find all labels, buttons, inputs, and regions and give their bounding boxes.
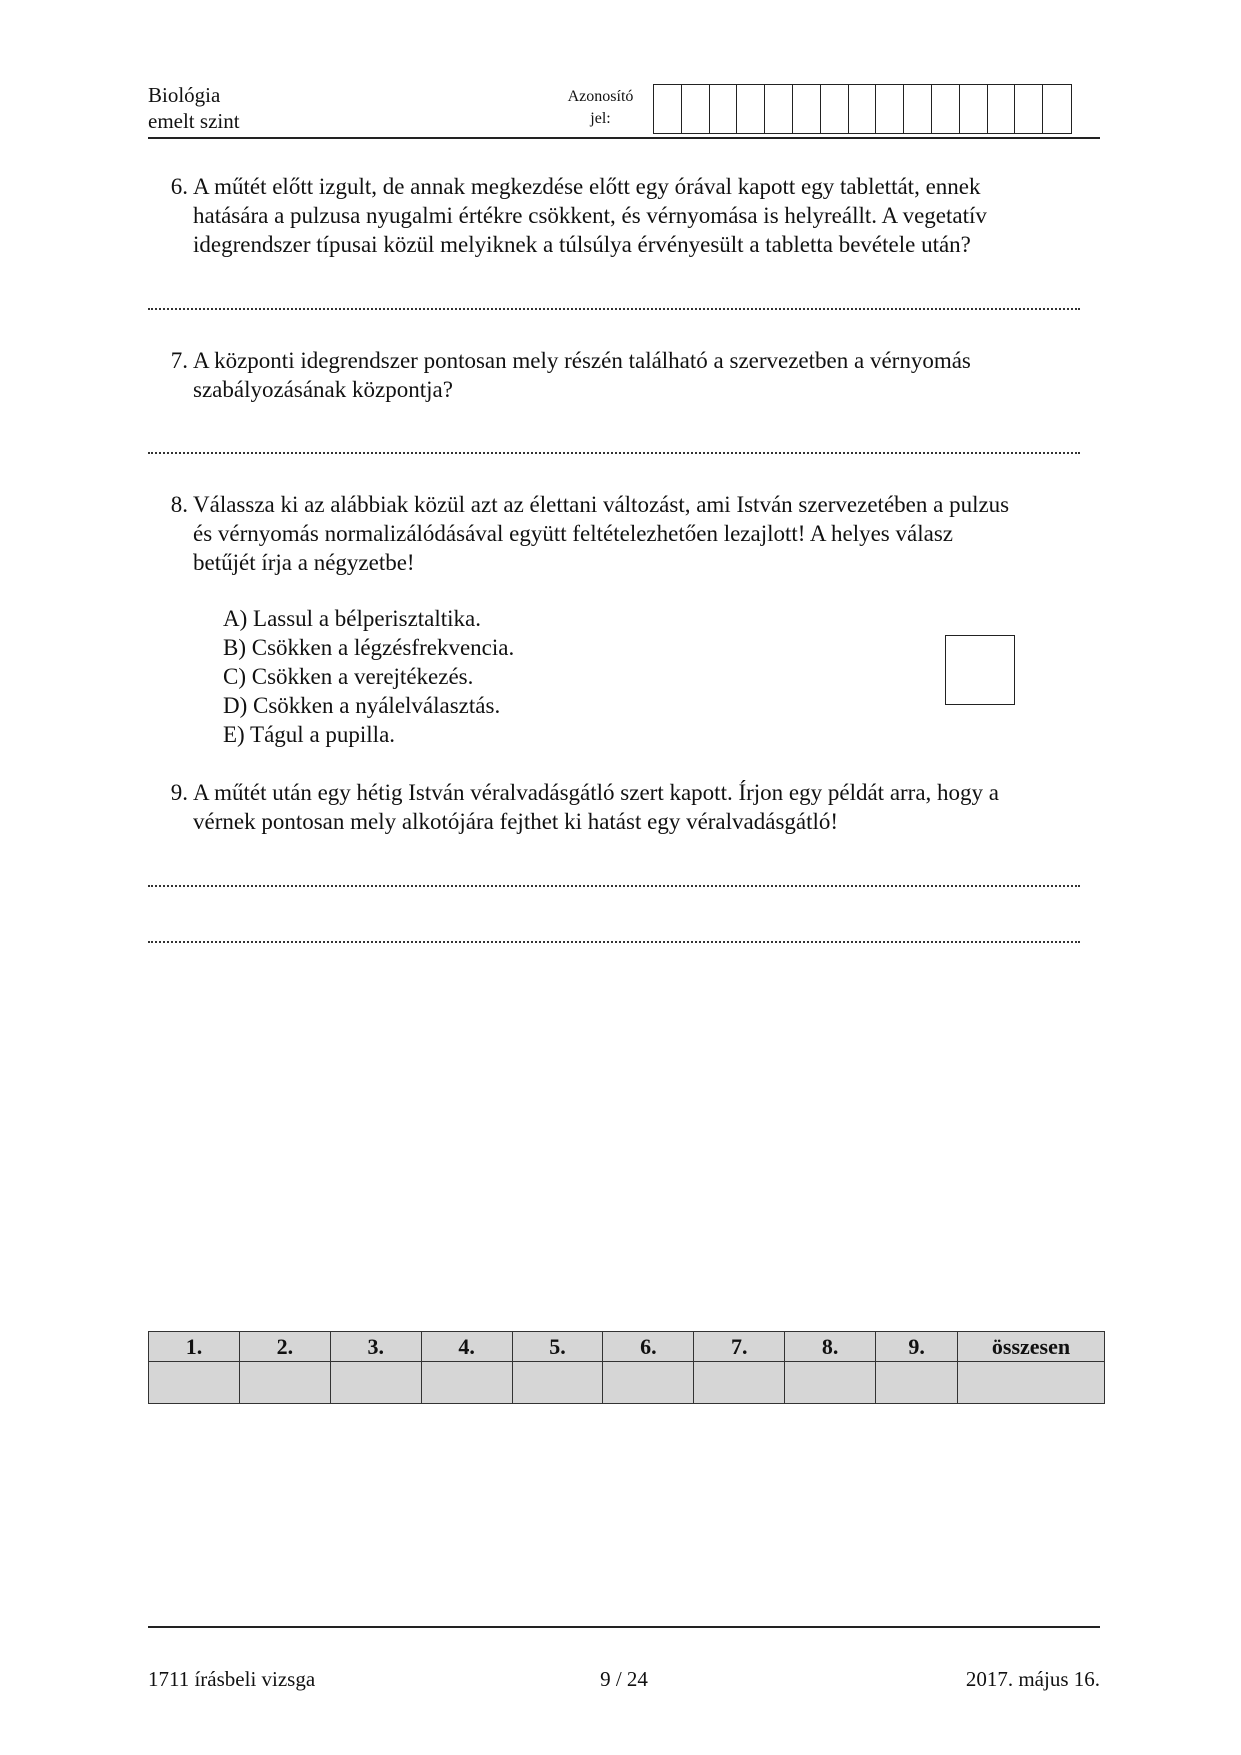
score-table-header-row (149, 1332, 1105, 1362)
footer-page-number: 9 / 24 (600, 1667, 648, 1691)
option-b: B) Csökken a légzésfrekvencia. (223, 635, 515, 660)
id-label-line1: Azonosító (567, 88, 634, 105)
score-cell[interactable] (239, 1362, 330, 1404)
id-box[interactable] (682, 85, 710, 133)
question-6-number: 6. (170, 174, 188, 199)
id-label-line2: jel: (590, 110, 611, 127)
answer-line-9b[interactable] (148, 941, 1080, 943)
score-table (148, 1331, 1105, 1404)
id-box[interactable] (710, 85, 738, 133)
option-a: A) Lassul a bélperisztaltika. (223, 606, 482, 631)
id-box[interactable] (793, 85, 821, 133)
question-6-line: hatására a pulzusa nyugalmi értékre csökkent, és vérnyomása is helyreállt. A vegetatív (193, 203, 987, 228)
score-header-cell: 4. (421, 1332, 512, 1362)
question-9-line: vérnek pontosan mely alkotójára fejthet ki hatást egy véralvadásgátló! (193, 809, 839, 834)
id-box[interactable] (849, 85, 877, 133)
id-box[interactable] (904, 85, 932, 133)
score-cell[interactable] (876, 1362, 958, 1404)
score-header-cell: 3. (330, 1332, 421, 1362)
score-header-cell: 5. (512, 1332, 603, 1362)
option-d: D) Csökken a nyálelválasztás. (223, 693, 501, 718)
option-c: C) Csökken a verejtékezés. (223, 664, 474, 689)
option-e: E) Tágul a pupilla. (223, 722, 396, 747)
question-7-number: 7. (170, 348, 188, 373)
id-box[interactable] (932, 85, 960, 133)
score-header-cell: 9. (876, 1332, 958, 1362)
footer-divider (148, 1626, 1100, 1628)
answer-line-7[interactable] (148, 452, 1080, 454)
score-header-cell: 2. (239, 1332, 330, 1362)
question-9-number: 9. (170, 780, 188, 805)
score-table-value-row (149, 1362, 1105, 1404)
id-label (548, 86, 653, 130)
subject-level: emelt szint (148, 109, 240, 133)
question-8-text (193, 490, 1093, 577)
id-box[interactable] (1043, 85, 1071, 133)
id-box[interactable] (960, 85, 988, 133)
subject-name: Biológia (148, 83, 221, 107)
question-6-line: A műtét előtt izgult, de annak megkezdése előtt egy órával kapott egy tablettát, ennek (193, 174, 981, 199)
answer-line-6[interactable] (148, 308, 1080, 310)
question-6-line: idegrendszer típusai közül melyiknek a túlsúlya érvényesült a tabletta bevétele után? (193, 232, 971, 257)
id-input-boxes[interactable] (653, 84, 1072, 134)
answer-line-9a[interactable] (148, 885, 1080, 887)
id-box[interactable] (765, 85, 793, 133)
score-cell[interactable] (694, 1362, 785, 1404)
score-header-cell: 7. (694, 1332, 785, 1362)
question-8-number: 8. (170, 492, 188, 517)
score-header-cell: 1. (149, 1332, 240, 1362)
score-total-cell[interactable] (958, 1362, 1105, 1404)
question-7-text (193, 346, 1093, 404)
id-box[interactable] (988, 85, 1016, 133)
score-header-cell: 8. (785, 1332, 876, 1362)
header-divider (148, 137, 1100, 139)
question-8-line: betűjét írja a négyzetbe! (193, 550, 415, 575)
id-box[interactable] (876, 85, 904, 133)
footer-date: 2017. május 16. (965, 1667, 1100, 1691)
score-header-cell: 6. (603, 1332, 694, 1362)
question-8-line: és vérnyomás normalizálódásával együtt feltételezhetően lezajlott! A helyes válasz (193, 521, 953, 546)
id-box[interactable] (821, 85, 849, 133)
header-subject (148, 82, 240, 134)
question-8-options (223, 604, 514, 749)
score-header-total: összesen (958, 1332, 1105, 1362)
id-box[interactable] (654, 85, 682, 133)
answer-box-8[interactable] (945, 635, 1015, 705)
id-box[interactable] (1015, 85, 1043, 133)
question-9-line: A műtét után egy hétig István véralvadásgátló szert kapott. Írjon egy példát arra, hogy a (193, 780, 1000, 805)
score-cell[interactable] (149, 1362, 240, 1404)
footer-exam: 1711 írásbeli vizsga (148, 1667, 316, 1691)
question-9-text (193, 778, 1093, 836)
question-8-line: Válassza ki az alábbiak közül azt az élettani változást, ami István szervezetében a pulzus (193, 492, 1010, 517)
score-cell[interactable] (330, 1362, 421, 1404)
question-7-line: szabályozásának központja? (193, 377, 453, 402)
score-cell[interactable] (785, 1362, 876, 1404)
id-box[interactable] (737, 85, 765, 133)
question-7-line: A központi idegrendszer pontosan mely részén található a szervezetben a vérnyomás (193, 348, 971, 373)
score-cell[interactable] (603, 1362, 694, 1404)
score-cell[interactable] (421, 1362, 512, 1404)
question-6-text (193, 172, 1093, 259)
score-cell[interactable] (512, 1362, 603, 1404)
